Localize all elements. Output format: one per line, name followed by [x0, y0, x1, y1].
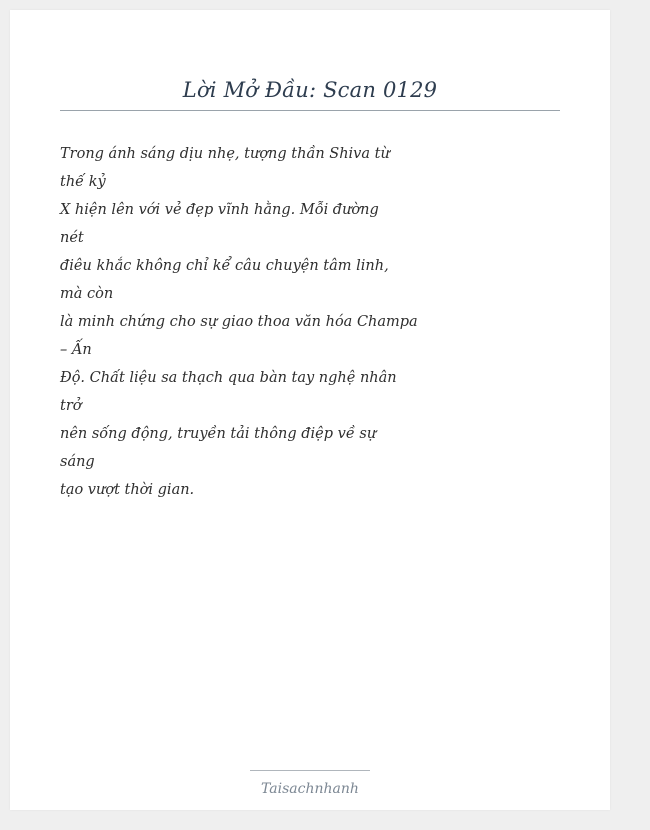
text-line: trở — [60, 398, 82, 414]
title-divider — [60, 110, 560, 111]
text-line: nét — [60, 230, 84, 246]
text-line: nên sống động, truyền tải thông điệp về sự — [60, 426, 377, 442]
text-line: thế kỷ — [60, 174, 106, 190]
text-line: sáng — [60, 454, 95, 470]
text-line: – Ấn — [60, 342, 92, 358]
text-line: tạo vượt thời gian. — [60, 482, 195, 498]
document-page — [10, 10, 610, 810]
text-line: Trong ánh sáng dịu nhẹ, tượng thần Shiva từ — [60, 146, 390, 162]
page-title: Lời Mở Đầu: Scan 0129 — [182, 78, 438, 102]
footer-watermark: Taisachnhanh — [261, 781, 359, 797]
footer-divider — [250, 770, 370, 771]
text-line: điêu khắc không chỉ kể câu chuyện tâm linh, — [60, 258, 389, 274]
text-line: mà còn — [60, 286, 114, 302]
text-line: là minh chứng cho sự giao thoa văn hóa Champa — [60, 314, 418, 330]
text-line: X hiện lên với vẻ đẹp vĩnh hằng. Mỗi đường — [60, 202, 379, 218]
text-line: Độ. Chất liệu sa thạch qua bàn tay nghệ nhân — [60, 370, 397, 386]
body-text — [60, 140, 418, 504]
